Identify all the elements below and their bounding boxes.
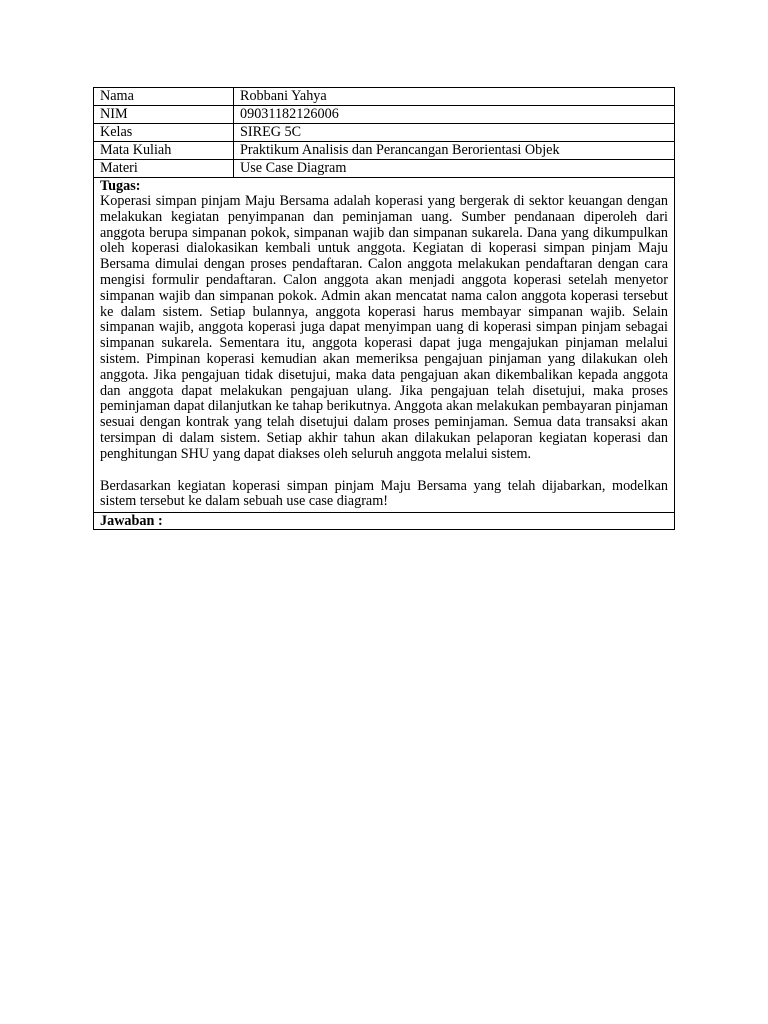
- answer-row: [94, 513, 675, 530]
- identity-row-materi: [94, 160, 675, 178]
- task-paragraph-1: Koperasi simpan pinjam Maju Bersama adalah koperasi yang bergerak di sektor keuangan dengan melakukan kegiatan penyimpanan dan peminjaman uang. Sumber pendanaan diperoleh dari anggota berupa simpanan pokok, simpanan wajib dan simpanan sukarela. Dana yang dikumpulkan oleh koperasi dialokasikan kembali untuk anggota. Kegiatan di koperasi simpan pinjam Maju Bersama dimulai dengan proses pendaftaran. Calon anggota melakukan pendaftaran dengan cara mengisi formulir pendaftaran. Calon anggota akan menjadi anggota koperasi setelah menyetor simpanan wajib dan simpanan pokok. Admin akan mencatat nama calon anggota koperasi tersebut ke dalam sistem. Setiap bulannya, anggota koperasi harus membayar simpanan wajib. Selain simpanan wajib, anggota koperasi juga dapat menyimpan uang di koperasi simpan pinjam sebagai simpanan sukarela. Sementara itu, anggota koperasi dapat juga mengajukan pinjaman melalui sistem. Pimpinan koperasi kemudian akan memeriksa pengajuan pinjaman yang dilakukan oleh anggota. Jika pengajuan tidak disetujui, maka data pengajuan akan dikembalikan kepada anggota dan anggota dapat melakukan pengajuan ulang. Jika pengajuan telah disetujui, maka proses peminjaman dapat dilanjutkan ke tahap berikutnya. Anggota akan melakukan pembayaran pinjaman sesuai dengan kontrak yang telah disetujui dalam proses peminjaman. Semua data transaksi akan tersimpan di dalam sistem. Setiap akhir tahun akan dilakukan pelaporan kegiatan koperasi dan penghitungan SHU yang dapat diakses oleh seluruh anggota melalui sistem.: [100, 193, 668, 462]
- identity-row-mata-kuliah: [94, 142, 675, 160]
- nim-label: NIM: [94, 106, 234, 124]
- task-heading: Tugas:: [100, 178, 141, 194]
- materi-label: Materi: [94, 160, 234, 178]
- identity-row-kelas: [94, 124, 675, 142]
- identity-row-nim: [94, 106, 675, 124]
- kelas-value: SIREG 5C: [234, 124, 675, 142]
- nama-value: Robbani Yahya: [234, 88, 675, 106]
- task-row: [94, 178, 675, 513]
- answer-label: Jawaban :: [94, 513, 675, 530]
- identity-row-nama: [94, 88, 675, 106]
- mata-kuliah-value: Praktikum Analisis dan Perancangan Berorientasi Objek: [234, 142, 675, 160]
- kelas-label: Kelas: [94, 124, 234, 142]
- mata-kuliah-label: Mata Kuliah: [94, 142, 234, 160]
- assignment-table: [93, 87, 675, 530]
- nama-label: Nama: [94, 88, 234, 106]
- task-paragraph-2: Berdasarkan kegiatan koperasi simpan pinjam Maju Bersama yang telah dijabarkan, modelkan sistem tersebut ke dalam sebuah use case diagram!: [100, 477, 668, 510]
- nim-value: 09031182126006: [234, 106, 675, 124]
- task-cell: [94, 178, 675, 513]
- materi-value: Use Case Diagram: [234, 160, 675, 178]
